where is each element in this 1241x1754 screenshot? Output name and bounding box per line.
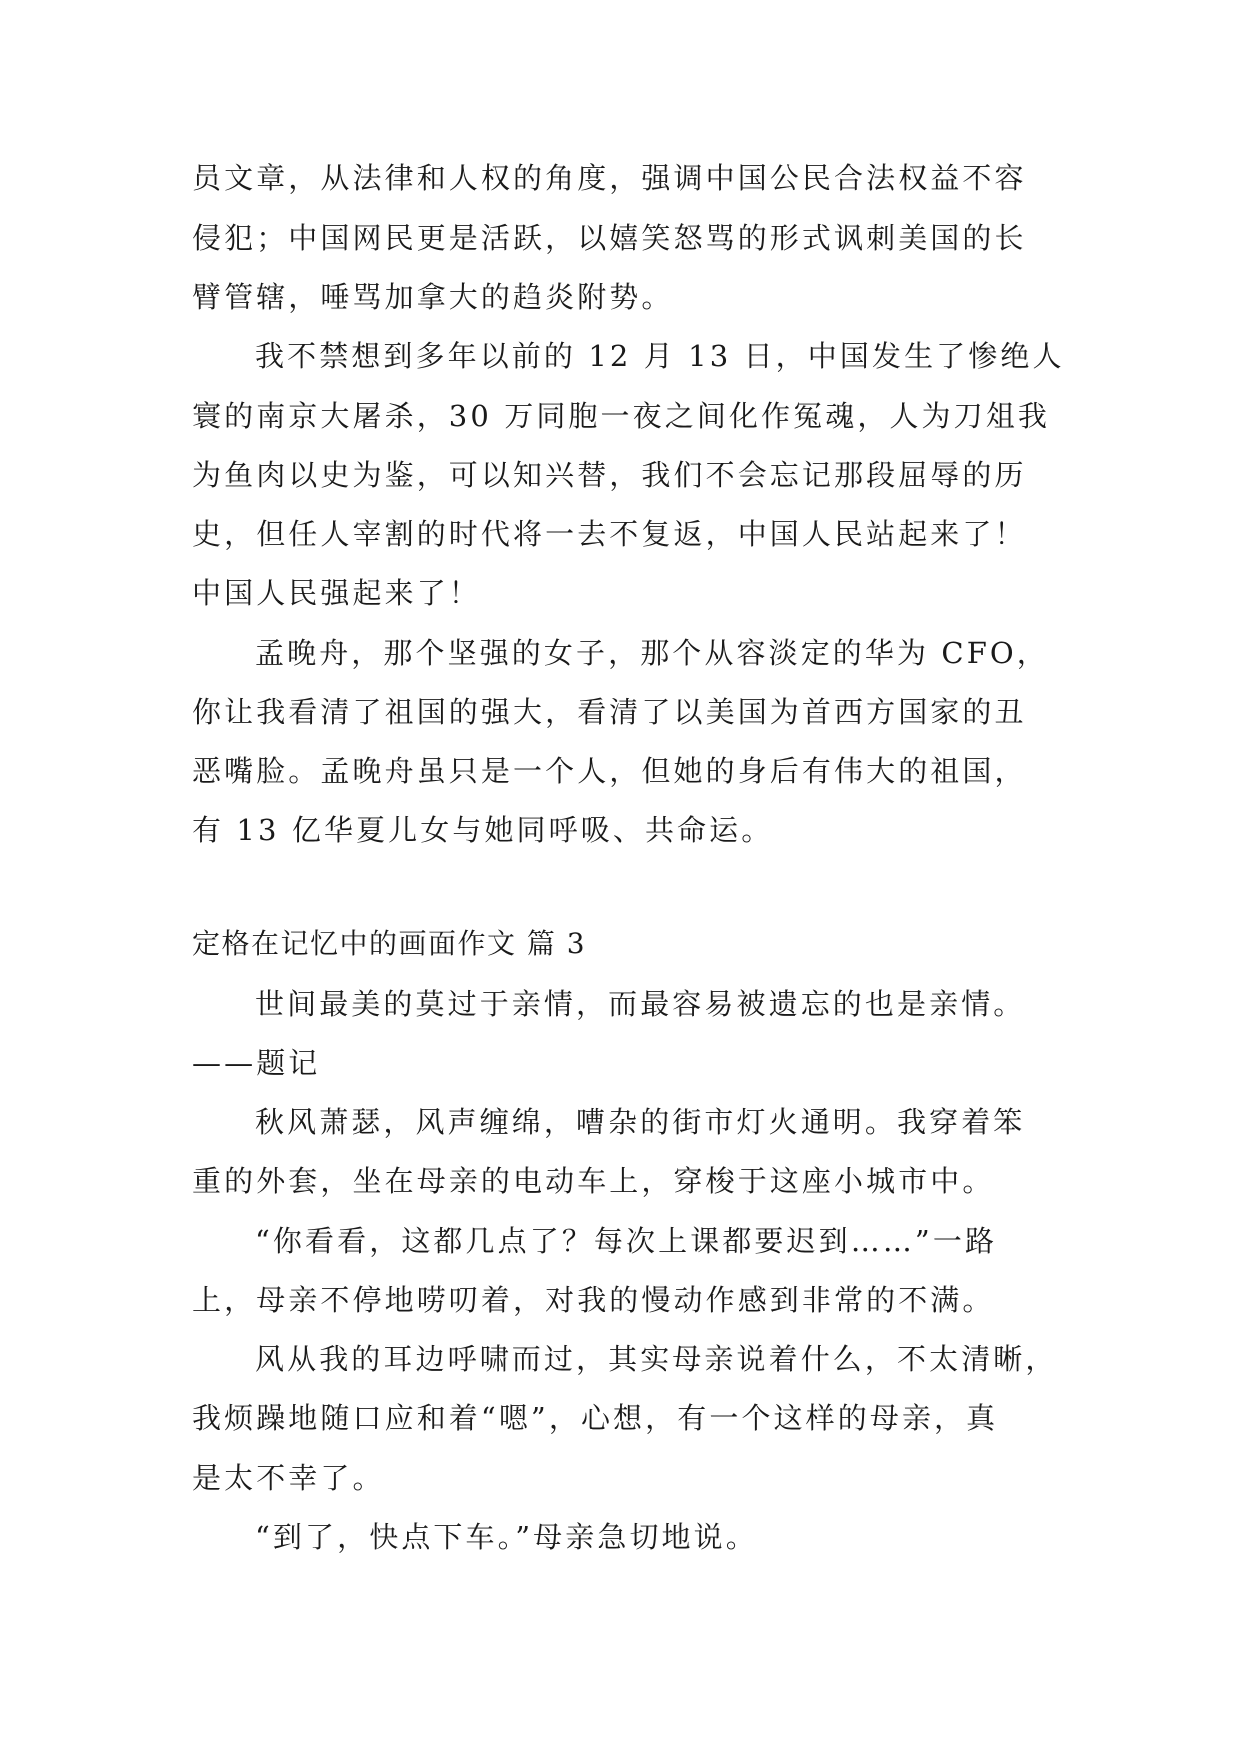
body-text-line: 臂管辖，唾骂加拿大的趋炎附势。	[192, 280, 674, 314]
paragraph-start-line: 风从我的耳边呼啸而过，其实母亲说着什么，不太清晰，	[255, 1342, 1058, 1376]
section-heading: 定格在记忆中的画面作文 篇 3	[192, 927, 587, 960]
body-text-line: 我烦躁地随口应和着“嗯”，心想，有一个这样的母亲，真	[192, 1401, 999, 1435]
epigraph-line: 世间最美的莫过于亲情，而最容易被遗忘的也是亲情。	[255, 987, 1026, 1021]
body-text-line: 史，但任人宰割的时代将一去不复返，中国人民站起来了！	[192, 517, 1027, 551]
body-text-line: 中国人民强起来了！	[192, 576, 481, 610]
body-text-line: 恶嘴脸。孟晚舟虽只是一个人，但她的身后有伟大的祖国，	[192, 754, 1027, 788]
body-text-line: 重的外套，坐在母亲的电动车上，穿梭于这座小城市中。	[192, 1164, 995, 1198]
paragraph-start-line: 我不禁想到多年以前的 12 月 13 日，中国发生了惨绝人	[255, 339, 1065, 373]
body-text-line: 你让我看清了祖国的强大，看清了以美国为首西方国家的丑	[192, 695, 1027, 729]
epigraph-attribution: ——题记	[192, 1046, 321, 1080]
body-text-line: 有 13 亿华夏儿女与她同呼吸、共命运。	[192, 813, 774, 847]
paragraph-start-line: “你看看，这都几点了？每次上课都要迟到……”一路	[255, 1224, 998, 1258]
body-text-line: 寰的南京大屠杀，30 万同胞一夜之间化作冤魂，人为刀俎我	[192, 399, 1050, 433]
body-text-line: 为鱼肉以史为鉴，可以知兴替，我们不会忘记那段屈辱的历	[192, 458, 1027, 492]
body-text-line: 员文章，从法律和人权的角度，强调中国公民合法权益不容	[192, 161, 1027, 195]
paragraph-start-line: “到了，快点下车。”母亲急切地说。	[255, 1520, 758, 1554]
paragraph-start-line: 秋风萧瑟，风声缠绵，嘈杂的街市灯火通明。我穿着笨	[255, 1105, 1026, 1139]
body-text-line: 是太不幸了。	[192, 1461, 385, 1495]
body-text-line: 侵犯；中国网民更是活跃，以嬉笑怒骂的形式讽刺美国的长	[192, 221, 1027, 255]
paragraph-start-line: 孟晚舟，那个坚强的女子，那个从容淡定的华为 CFO，	[255, 636, 1049, 670]
body-text-line: 上，母亲不停地唠叨着，对我的慢动作感到非常的不满。	[192, 1283, 995, 1317]
